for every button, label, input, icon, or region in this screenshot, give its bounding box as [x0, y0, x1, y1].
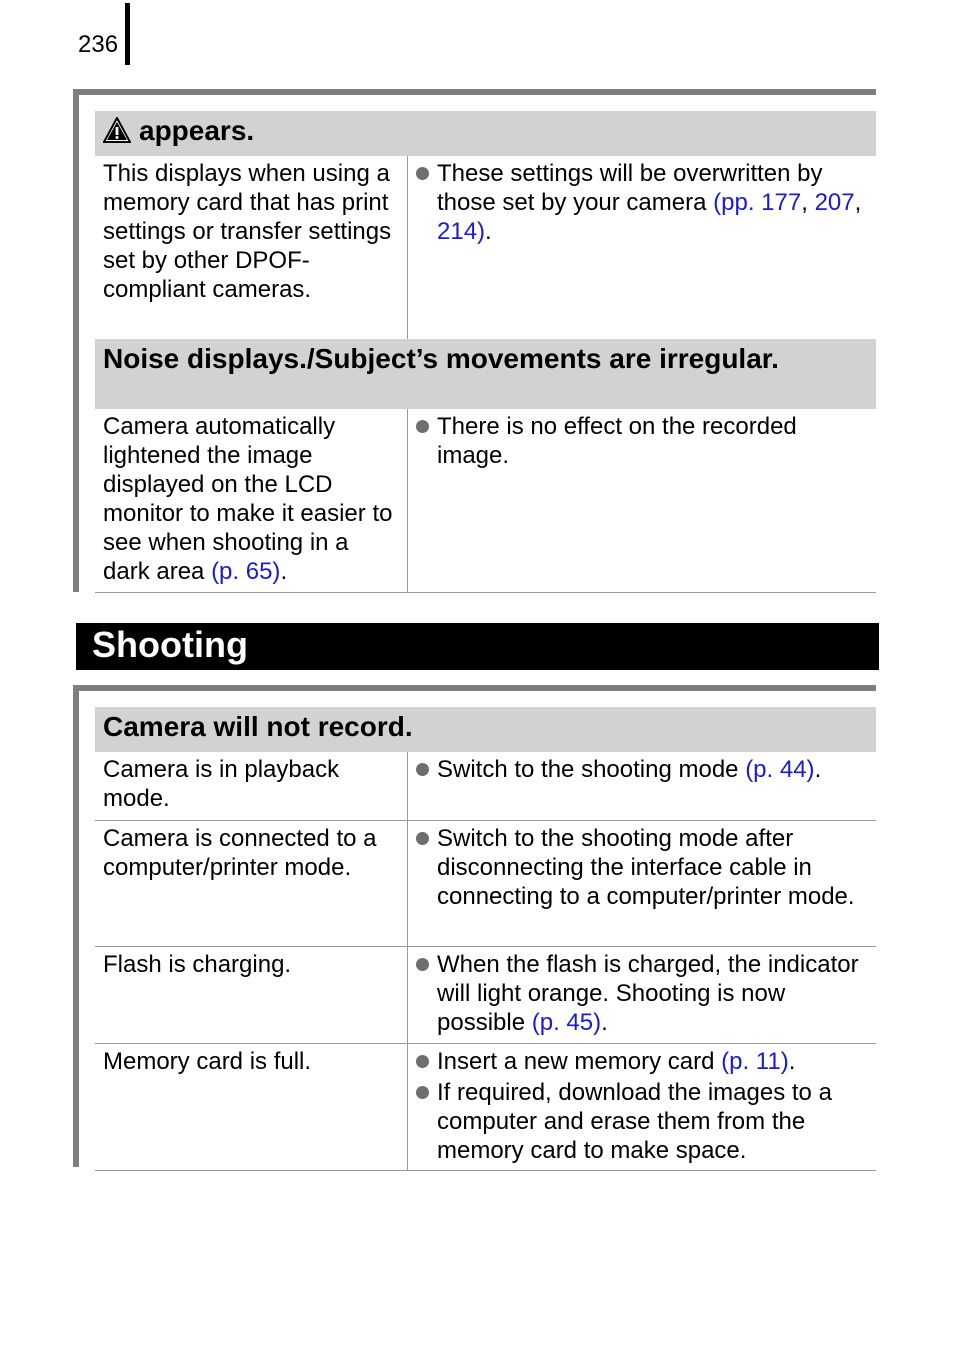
table-row [95, 1044, 876, 1171]
solution-end: . [485, 218, 492, 245]
warning-triangle-icon [103, 117, 131, 148]
table-header-title: Camera will not record. [103, 711, 413, 742]
cause-cell: Camera is in playback mode. [95, 752, 408, 820]
solution-cell [408, 156, 876, 339]
page-link-11[interactable]: (p. 11) [721, 1048, 789, 1075]
troubleshooting-block-shooting [73, 685, 876, 1167]
page-link-214[interactable]: 214) [437, 218, 486, 245]
cause-end: . [280, 558, 288, 585]
solution-bullet [416, 824, 870, 911]
solution-text-main: Switch to the shooting mode [437, 756, 746, 783]
table-header-camera-will-not-record [95, 707, 876, 752]
table-header-title: Noise displays./Subject’s movements are irregular. [103, 343, 779, 374]
bullet-dot-icon [416, 420, 429, 433]
bullet-dot-icon [416, 832, 429, 845]
cause-cell: This displays when using a memory card that has print settings or transfer settings set by other DPOF-compliant cameras. [95, 156, 408, 339]
bullet-dot-icon [416, 1086, 429, 1099]
page-link-45[interactable]: (p. 45) [531, 1009, 602, 1036]
bullet-dot-icon [416, 167, 429, 180]
solution-bullet [416, 159, 870, 246]
cause-cell: Camera is connected to a computer/printer mode. [95, 821, 408, 946]
solution-text-main: Insert a new memory card [437, 1048, 722, 1075]
solution-end: . [814, 756, 822, 783]
table-row [95, 821, 876, 947]
solution-bullet [416, 950, 870, 1037]
solution-text-main: When the flash is charged, the indicator will light orange. Shooting is now possible [437, 951, 859, 1036]
cause-cell: Flash is charging. [95, 947, 408, 1043]
solution-bullet [416, 1047, 870, 1076]
solution-cell [408, 1044, 876, 1170]
solution-cell [408, 409, 876, 592]
section-title-bar: Shooting [76, 623, 879, 670]
solution-bullet [416, 755, 870, 784]
separator: , [854, 189, 862, 216]
cause-cell: Memory card is full. [95, 1044, 408, 1170]
solution-cell [408, 947, 876, 1043]
bullet-dot-icon [416, 1055, 429, 1068]
solution-text: There is no effect on the recorded image. [437, 413, 797, 469]
separator: , [801, 189, 815, 216]
table-row [95, 752, 876, 821]
table-row [95, 947, 876, 1044]
table-row [95, 409, 876, 593]
page-number-rule [125, 3, 130, 65]
troubleshooting-block-display [73, 89, 876, 592]
bullet-dot-icon [416, 763, 429, 776]
table-row [95, 156, 876, 339]
bullet-dot-icon [416, 958, 429, 971]
solution-cell [408, 752, 876, 820]
page-number: 236 [78, 31, 119, 58]
solution-text [437, 950, 870, 1037]
table-header-title: appears. [139, 115, 255, 146]
page-link-44[interactable]: (p. 44) [745, 756, 815, 783]
solution-text-main: These settings will be overwritten by those set by your camera [437, 160, 823, 216]
cause-text: Camera automatically lightened the image displayed on the LCD monitor to make it easier to see when shooting in a dark area [103, 413, 393, 585]
solution-text: If required, download the images to a computer and erase them from the memory card to make space. [437, 1079, 832, 1164]
page-link-207[interactable]: 207 [814, 189, 855, 216]
solution-bullet [416, 412, 870, 470]
solution-bullet [416, 1078, 870, 1165]
solution-text [437, 159, 870, 246]
solution-text [437, 1047, 795, 1076]
cause-cell [95, 409, 408, 592]
page-link-177[interactable]: (pp. 177 [713, 189, 802, 216]
solution-end: . [601, 1009, 608, 1036]
solution-text: Switch to the shooting mode after disconnecting the interface cable in connecting to a computer/printer mode. [437, 825, 855, 910]
solution-end: . [788, 1048, 796, 1075]
solution-text [437, 755, 821, 784]
solution-cell [408, 821, 876, 946]
table-header-warning-appears [95, 111, 876, 156]
table-header-noise [95, 339, 876, 409]
page-link-65[interactable]: (p. 65) [211, 558, 281, 585]
